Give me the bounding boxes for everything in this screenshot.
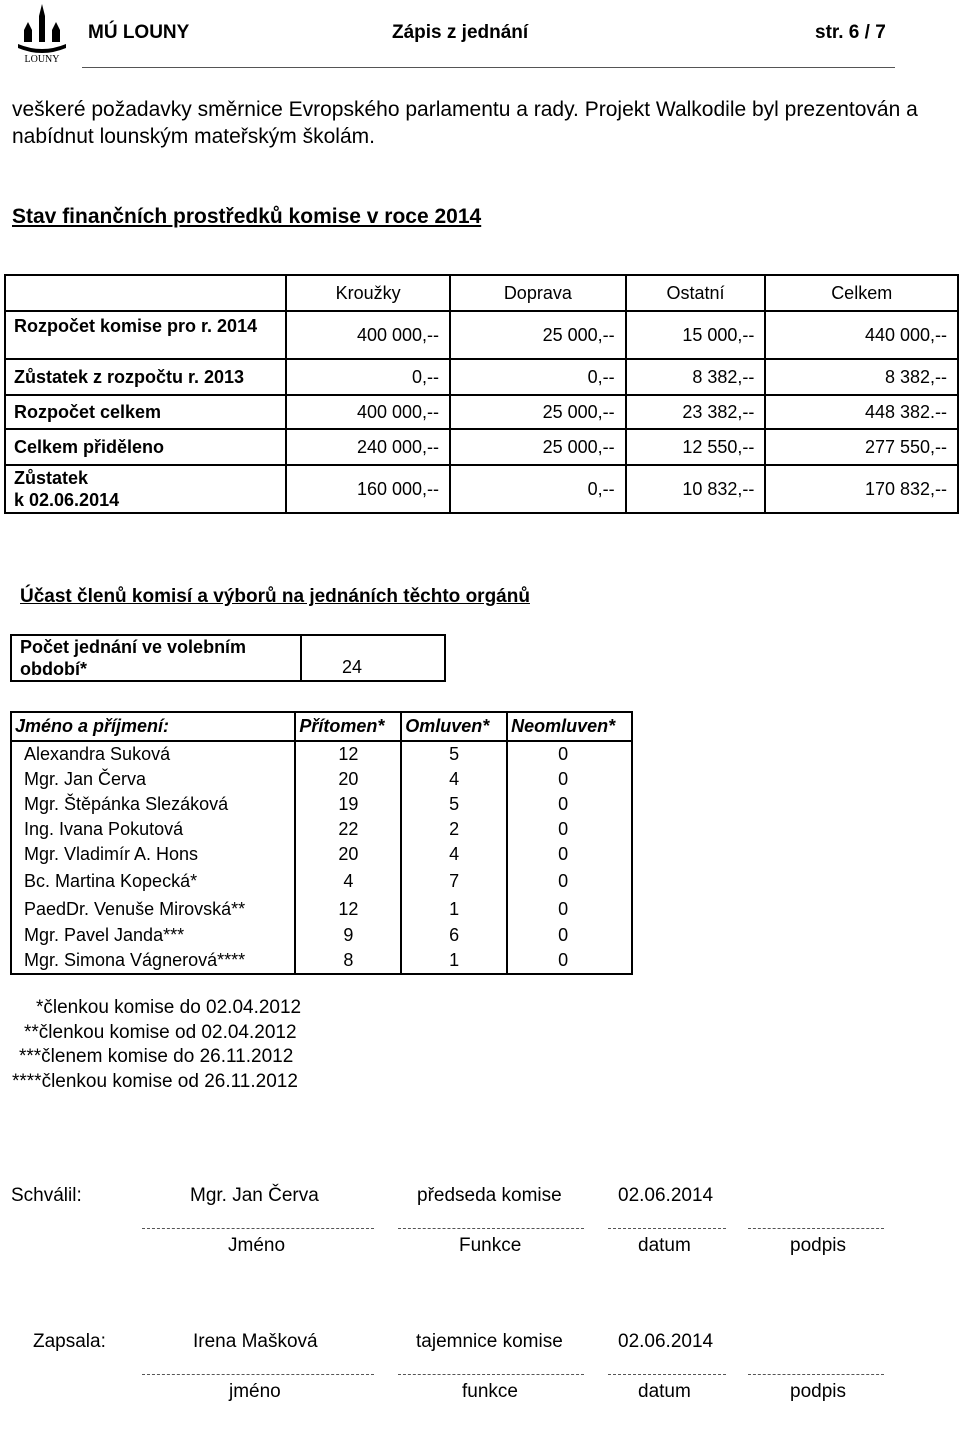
finance-row-label: Celkem přiděleno [5,429,286,465]
meetings-count-label [11,635,301,681]
signature-line [608,1228,726,1229]
finance-cell: 170 832,-- [765,465,958,513]
finance-cell: 15 000,-- [626,311,766,359]
present-count: 9 [295,923,401,948]
signature-line [608,1374,726,1375]
finance-col-header: Ostatní [626,275,766,311]
finance-cell: 8 382,-- [765,359,958,395]
present-count: 19 [295,792,401,817]
member-name: Mgr. Jan Červa [11,767,295,792]
attendance-col-header: Přítomen* [295,712,401,741]
finance-cell: 240 000,-- [286,429,450,465]
finance-row [5,465,958,513]
excused-count: 4 [401,767,507,792]
recorded-date: 02.06.2014 [618,1331,714,1352]
finance-row [5,311,958,359]
finance-row-label: Zůstatek z rozpočtu r. 2013 [5,359,286,395]
unexcused-count: 0 [507,842,632,867]
attendance-col-header: Jméno a příjmení: [11,712,295,741]
footnote: ***členem komise do 26.11.2012 [19,1046,294,1067]
recorded-caption: jméno [229,1381,281,1402]
approved-caption: Jméno [228,1235,286,1256]
finance-cell: 448 382.-- [765,395,958,429]
member-name: Mgr. Štěpánka Slezáková [11,792,295,817]
attendance-row [11,741,632,767]
recorded-caption: funkce [462,1381,518,1402]
attendance-row [11,842,632,867]
finance-row-label: Rozpočet komise pro r. 2014 [5,311,286,359]
attendance-row [11,923,632,948]
attendance-row [11,948,632,974]
finance-cell: 0,-- [450,465,626,513]
present-count: 12 [295,895,401,923]
finance-row [5,359,958,395]
excused-count: 5 [401,741,507,767]
signature-line [398,1374,584,1375]
attendance-row [11,895,632,923]
present-count: 20 [295,767,401,792]
finance-table [4,274,959,514]
finance-cell: 400 000,-- [286,311,450,359]
finance-cell: 12 550,-- [626,429,766,465]
unexcused-count: 0 [507,741,632,767]
meetings-count-table [10,634,446,682]
approved-caption: podpis [790,1235,846,1256]
present-count: 12 [295,741,401,767]
org-name: MÚ LOUNY [88,22,190,43]
excused-count: 1 [401,895,507,923]
meetings-count-label-line2: období* [20,659,87,679]
finance-col-header: Kroužky [286,275,450,311]
finance-row [5,429,958,465]
meetings-count-label-line1: Počet jednání ve volebním [20,637,247,657]
recorded-caption: podpis [790,1381,846,1402]
svg-text:LOUNY: LOUNY [24,54,60,64]
finance-cell: 23 382,-- [626,395,766,429]
finance-cell: 25 000,-- [450,429,626,465]
approved-role-label: Schválil: [11,1185,82,1206]
finance-section-title: Stav finančních prostředků komise v roce 2014 [12,205,482,228]
finance-cell: 0,-- [450,359,626,395]
present-count: 22 [295,817,401,842]
unexcused-count: 0 [507,923,632,948]
excused-count: 2 [401,817,507,842]
member-name: Mgr. Simona Vágnerová**** [11,948,295,974]
finance-row-label-line1: Zůstatek [14,468,89,488]
excused-count: 1 [401,948,507,974]
present-count: 4 [295,867,401,895]
finance-cell: 440 000,-- [765,311,958,359]
unexcused-count: 0 [507,767,632,792]
attendance-col-header: Omluven* [401,712,507,741]
meetings-count-value: 24 [301,635,445,681]
finance-cell: 0,-- [286,359,450,395]
unexcused-count: 0 [507,895,632,923]
approved-name: Mgr. Jan Červa [190,1185,319,1206]
finance-col-header: Celkem [765,275,958,311]
finance-cell: 10 832,-- [626,465,766,513]
attendance-row [11,817,632,842]
recorded-function: tajemnice komise [416,1331,563,1352]
document-title: Zápis z jednání [392,22,529,43]
unexcused-count: 0 [507,817,632,842]
finance-header-row [5,275,958,311]
signature-line [748,1228,884,1229]
excused-count: 7 [401,867,507,895]
member-name: Mgr. Vladimír A. Hons [11,842,295,867]
attendance-col-header: Neomluven* [507,712,632,741]
finance-cell: 25 000,-- [450,395,626,429]
recorded-caption: datum [638,1381,691,1402]
approved-function: předseda komise [417,1185,562,1206]
excused-count: 5 [401,792,507,817]
recorded-name: Irena Mašková [193,1331,318,1352]
member-name: Alexandra Suková [11,741,295,767]
attendance-section-title: Účast členů komisí a výborů na jednáních těchto orgánů [20,586,530,607]
present-count: 8 [295,948,401,974]
page-header [0,0,960,72]
page-number: str. 6 / 7 [815,22,886,43]
finance-cell: 400 000,-- [286,395,450,429]
approved-date: 02.06.2014 [618,1185,714,1206]
header-divider [82,67,895,68]
finance-cell: 160 000,-- [286,465,450,513]
member-name: Ing. Ivana Pokutová [11,817,295,842]
finance-cell: 25 000,-- [450,311,626,359]
footnote: **členkou komise od 02.04.2012 [24,1022,297,1043]
footnote: ****členkou komise od 26.11.2012 [12,1071,298,1092]
unexcused-count: 0 [507,948,632,974]
finance-cell: 277 550,-- [765,429,958,465]
signature-line [142,1374,374,1375]
present-count: 20 [295,842,401,867]
intro-paragraph: veškeré požadavky směrnice Evropského parlamentu a rady. Projekt Walkodile byl prezentován a nabídnut lounským mateřským školám. [12,98,918,148]
finance-row-label-line2: k 02.06.2014 [14,490,120,510]
attendance-row [11,867,632,895]
signature-line [748,1374,884,1375]
member-name: Bc. Martina Kopecká* [11,867,295,895]
approved-caption: Funkce [459,1235,522,1256]
finance-row-label: Rozpočet celkem [5,395,286,429]
excused-count: 6 [401,923,507,948]
member-name: Mgr. Pavel Janda*** [11,923,295,948]
finance-col-header: Doprava [450,275,626,311]
excused-count: 4 [401,842,507,867]
member-name: PaedDr. Venuše Mirovská** [11,895,295,923]
attendance-header-row [11,712,632,741]
unexcused-count: 0 [507,792,632,817]
unexcused-count: 0 [507,867,632,895]
finance-cell: 8 382,-- [626,359,766,395]
signature-line [398,1228,584,1229]
attendance-row [11,767,632,792]
finance-row [5,395,958,429]
attendance-table [10,711,633,975]
recorded-role-label: Zapsala: [33,1331,106,1352]
finance-header-empty [5,275,286,311]
finance-row-label [5,465,286,513]
signature-line [142,1228,374,1229]
louny-logo-icon [14,2,70,64]
approved-caption: datum [638,1235,691,1256]
attendance-row [11,792,632,817]
footnote: *členkou komise do 02.04.2012 [36,997,302,1018]
